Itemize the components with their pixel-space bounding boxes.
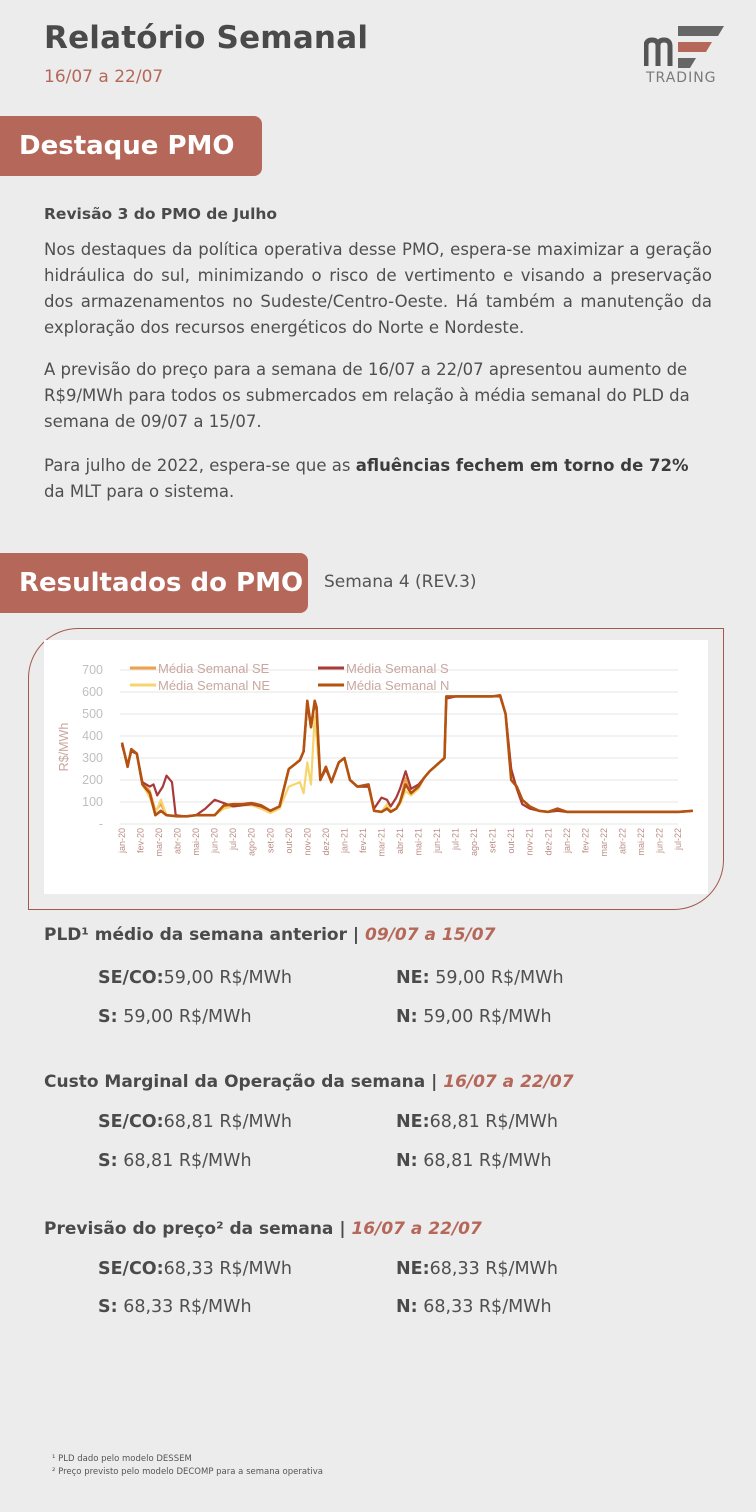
- x-tick-label: ago-20: [246, 828, 257, 857]
- pld-s: [98, 1007, 252, 1027]
- section-pill-destaque: Destaque PMO: [0, 116, 262, 176]
- cmo-s-value: 68,81 R$/MWh: [123, 1151, 252, 1171]
- previsao-ne: [396, 1259, 558, 1279]
- y-tick-label: 500: [82, 707, 103, 721]
- y-tick-label: 600: [82, 685, 103, 699]
- affluence-text-pre: Para julho de 2022, espera-se que as: [44, 456, 356, 475]
- legend-label: Média Semanal NE: [158, 678, 270, 693]
- x-tick-label: fev-20: [135, 828, 146, 854]
- pld-ne-value: 59,00 R$/MWh: [435, 968, 564, 988]
- week-label: Semana 4 (REV.3): [324, 572, 477, 592]
- footnote-1: ¹ PLD dado pelo modelo DESSEM: [52, 1454, 192, 1464]
- pld-seco-label: SE/CO:: [98, 968, 164, 988]
- x-tick-label: set-20: [265, 828, 276, 854]
- cmo-s-label: S:: [98, 1151, 118, 1171]
- logo-text: TRADING: [646, 70, 717, 86]
- x-tick-label: abr-22: [617, 828, 628, 855]
- x-tick-label: mar-20: [154, 828, 165, 857]
- y-axis-label: R$/MWh: [57, 722, 71, 772]
- pld-n-value: 59,00 R$/MWh: [423, 1007, 552, 1027]
- previsao-n-label: N:: [396, 1297, 418, 1317]
- x-tick-label: jul-22: [673, 828, 683, 851]
- y-tick-label: -: [98, 817, 103, 831]
- x-tick-label: mar-22: [598, 828, 609, 857]
- previsao-n-value: 68,33 R$/MWh: [423, 1297, 552, 1317]
- cmo-heading-text: Custo Marginal da Operação da semana |: [44, 1072, 444, 1092]
- cmo-ne-label: NE:: [396, 1112, 430, 1132]
- pld-seco-value: 59,00 R$/MWh: [163, 968, 293, 988]
- cmo-ne-value: 68,81 R$/MWh: [429, 1112, 558, 1132]
- x-tick-label: nov-20: [302, 828, 313, 856]
- previsao-seco-value: 68,33 R$/MWh: [163, 1259, 293, 1279]
- previsao-heading-date: 16/07 a 22/07: [351, 1219, 482, 1239]
- previsao-heading-text: Previsão do preço² da semana |: [44, 1219, 352, 1239]
- x-tick-label: fev-21: [357, 828, 368, 854]
- legend-label: Média Semanal N: [346, 678, 450, 693]
- legend-label: Média Semanal SE: [158, 661, 270, 676]
- paragraph-affluence: [44, 453, 712, 505]
- pld-heading-text: PLD¹ médio da semana anterior |: [44, 925, 366, 945]
- affluence-text-post: da MLT para o sistema.: [44, 482, 235, 501]
- pld-heading: [44, 925, 495, 945]
- cmo-n: [396, 1151, 552, 1171]
- pld-n-label: N:: [396, 1007, 418, 1027]
- y-tick-label: 300: [82, 751, 103, 765]
- report-period: 16/07 a 22/07: [44, 67, 164, 87]
- y-tick-label: 400: [82, 729, 103, 743]
- pld-ne-label: NE:: [396, 968, 430, 988]
- cmo-n-value: 68,81 R$/MWh: [423, 1151, 552, 1171]
- x-tick-label: jan-20: [117, 828, 127, 854]
- x-tick-label: mai-21: [413, 828, 424, 856]
- x-tick-label: jun-20: [209, 828, 220, 854]
- footnote-2: ² Preço previsto pelo modelo DECOMP para a semana operativa: [52, 1467, 323, 1477]
- cmo-heading-date: 16/07 a 22/07: [443, 1072, 574, 1092]
- cmo-heading: [44, 1072, 574, 1092]
- previsao-seco-label: SE/CO:: [98, 1259, 164, 1279]
- cmo-s: [98, 1151, 252, 1171]
- previsao-heading: [44, 1219, 482, 1239]
- cmo-seco-value: 68,81 R$/MWh: [163, 1112, 293, 1132]
- x-tick-label: ago-21: [469, 828, 480, 857]
- previsao-ne-value: 68,33 R$/MWh: [429, 1259, 558, 1279]
- previsao-n: [396, 1297, 552, 1317]
- x-tick-label: out-21: [506, 828, 517, 854]
- pld-heading-date: 09/07 a 15/07: [365, 925, 496, 945]
- previsao-s-value: 68,33 R$/MWh: [123, 1297, 252, 1317]
- x-tick-label: nov-21: [524, 828, 535, 856]
- paragraph-price-forecast: A previsão do preço para a semana de 16/07 a 22/07 apresentou aumento de R$9/MWh para todos os submercados em relação à média semanal do PLD da semana de 09/07 a 15/07.: [44, 360, 690, 431]
- page-title: Relatório Semanal: [44, 20, 369, 56]
- section-pill-resultados: Resultados do PMO: [0, 553, 308, 613]
- affluence-text-bold: afluências fechem em torno de 72%: [355, 456, 689, 475]
- x-tick-label: mai-20: [191, 828, 202, 856]
- previsao-ne-label: NE:: [396, 1259, 430, 1279]
- x-tick-label: fev-22: [580, 828, 591, 854]
- previsao-s-label: S:: [98, 1297, 118, 1317]
- pld-ne: [396, 968, 564, 988]
- x-tick-label: jan-22: [561, 828, 572, 854]
- cmo-seco: [98, 1112, 292, 1132]
- x-tick-label: jun-21: [432, 828, 443, 854]
- x-tick-label: abr-21: [395, 828, 405, 855]
- pld-n: [396, 1007, 552, 1027]
- pld-s-value: 59,00 R$/MWh: [123, 1007, 252, 1027]
- x-tick-label: dez-20: [320, 828, 331, 856]
- pld-s-label: S:: [98, 1007, 118, 1027]
- cmo-seco-label: SE/CO:: [98, 1112, 164, 1132]
- x-tick-label: jan-21: [339, 828, 350, 854]
- cmo-n-label: N:: [396, 1151, 418, 1171]
- revision-heading: Revisão 3 do PMO de Julho: [44, 205, 278, 223]
- y-tick-label: 200: [82, 773, 103, 787]
- x-tick-label: set-21: [487, 828, 498, 854]
- pld-seco: [98, 968, 292, 988]
- x-tick-label: mar-21: [376, 828, 387, 857]
- series-line: [122, 695, 693, 816]
- previsao-seco: [98, 1259, 292, 1279]
- x-tick-label: abr-20: [172, 828, 183, 855]
- legend-label: Média Semanal S: [346, 661, 449, 676]
- x-tick-label: jun-22: [654, 828, 665, 854]
- price-chart: [44, 640, 708, 894]
- y-tick-label: 100: [82, 795, 103, 809]
- x-tick-label: out-20: [283, 828, 294, 854]
- previsao-s: [98, 1297, 252, 1317]
- x-tick-label: jul-21: [450, 828, 461, 851]
- x-tick-label: jul-20: [228, 828, 239, 851]
- y-tick-label: 700: [82, 663, 103, 677]
- x-tick-label: dez-21: [543, 828, 554, 856]
- x-tick-label: mai-22: [635, 828, 646, 856]
- paragraph-policy: Nos destaques da política operativa desse PMO, espera-se maximizar a geração hidráulica do sul, minimizando o risco de vertimento e visando a preservação dos armazenamentos no Sudeste/Centro-Oeste. Há também a manutenção da exploração dos recursos energéticos do Norte e Nordeste.: [44, 240, 712, 337]
- cmo-ne: [396, 1112, 558, 1132]
